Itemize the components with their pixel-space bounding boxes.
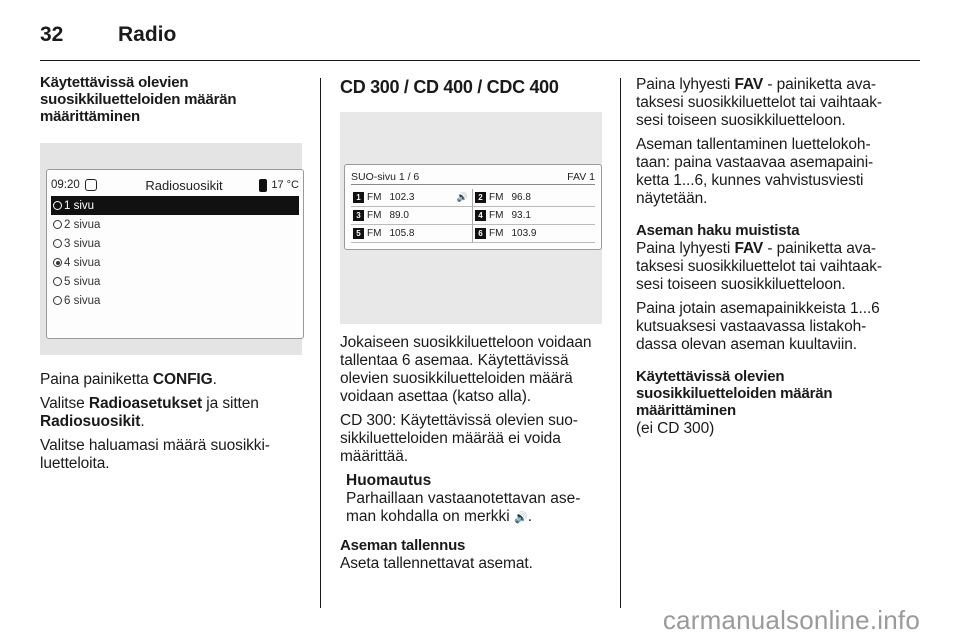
config-key: CONFIG xyxy=(152,371,213,388)
favourites-list-label: 5 sivua xyxy=(64,275,101,288)
preset-frequency: 93.1 xyxy=(511,210,531,221)
preset-band: FM xyxy=(367,210,382,221)
preset-number: 4 xyxy=(475,210,486,221)
column-3 xyxy=(636,74,904,438)
station-display-bar xyxy=(351,169,595,185)
radio-favourites-label: Radiosuosikit xyxy=(40,413,141,430)
favourites-list-label: 2 sivua xyxy=(64,218,101,231)
favourites-list-item xyxy=(51,234,299,253)
preset-number: 1 xyxy=(353,192,364,203)
preset-frequency: 102.3 xyxy=(389,192,415,203)
clock-icon xyxy=(85,179,97,191)
watermark-text: carmanualsonline.info xyxy=(662,605,920,635)
preset-number: 6 xyxy=(475,228,486,239)
radio-icon xyxy=(53,239,62,248)
radio-icon xyxy=(53,296,62,305)
preset-frequency: 96.8 xyxy=(511,192,531,203)
paragraph-set-stations: Aseta tallennettavat asemat. xyxy=(340,555,533,572)
note-block xyxy=(346,472,605,527)
preset-band: FM xyxy=(367,228,382,239)
paragraph-not-cd300: (ei CD 300) xyxy=(636,420,715,437)
column-divider-2 xyxy=(620,78,621,608)
station-preset xyxy=(473,189,595,207)
preset-band: FM xyxy=(489,192,504,203)
favourites-list-item xyxy=(51,215,299,234)
favourites-list-item xyxy=(51,272,299,291)
radio-icon xyxy=(53,201,62,210)
display-temperature xyxy=(259,179,299,192)
preset-frequency: 89.0 xyxy=(389,210,409,221)
fav-key-2: FAV xyxy=(734,240,764,257)
paragraph-select-count: Valitse haluamasi määrä suosikki- luetteloita. xyxy=(40,437,270,472)
favourites-list-item xyxy=(51,196,299,215)
preset-frequency: 103.9 xyxy=(511,228,537,239)
page-number: 32 xyxy=(40,23,64,46)
paragraph-store-preset: Aseman tallentaminen luettelokoh- taan: paina vastaavaa asemapaini- ketta 1...6, kunnes vahvistusviesti näytetään. xyxy=(636,136,874,207)
station-preset xyxy=(473,225,595,243)
section-heading-cd-models: CD 300 / CD 400 / CDC 400 xyxy=(340,77,559,97)
radio-icon xyxy=(53,220,62,229)
station-preset xyxy=(351,189,473,207)
favourites-list-item xyxy=(51,253,299,272)
paragraph-config: Paina painiketta CONFIG. xyxy=(40,371,217,388)
section-heading-store-station: Aseman tallennus xyxy=(340,537,466,554)
fav-key: FAV xyxy=(734,76,764,93)
favourite-page-label: SUO-sivu 1 / 6 xyxy=(351,170,420,183)
display-title: Radiosuosikit xyxy=(145,177,223,193)
station-grid xyxy=(351,189,595,243)
preset-number: 2 xyxy=(475,192,486,203)
paragraph-cd300: CD 300: Käytettävissä olevien suo- sikkiluetteloiden määrää ei voida määrittää. xyxy=(340,412,578,465)
radio-settings-label: Radioasetukset xyxy=(88,395,203,412)
display-time: 09:20 xyxy=(51,179,80,191)
favourites-list xyxy=(51,196,299,310)
temperature-value: 17 °C xyxy=(271,179,299,191)
preset-number: 5 xyxy=(353,228,364,239)
favourites-list-item xyxy=(51,291,299,310)
note-text: Parhaillaan vastaanotettavan ase- man kohdalla on merkki 🔊. xyxy=(346,490,581,525)
column-2 xyxy=(340,74,605,573)
note-heading: Huomautus xyxy=(346,472,432,489)
section-heading-favourites-count-2: Käytettävissä olevien suosikkiluetteloiden määrän määrittäminen xyxy=(636,368,833,419)
favourites-list-label: 3 sivua xyxy=(64,237,101,250)
preset-band: FM xyxy=(489,210,504,221)
page-header xyxy=(40,20,176,50)
speaker-icon: 🔊 xyxy=(514,512,528,524)
preset-frequency: 105.8 xyxy=(389,228,415,239)
station-display xyxy=(344,164,602,250)
radio-icon xyxy=(53,258,62,267)
preset-band: FM xyxy=(489,228,504,239)
station-preset xyxy=(473,207,595,225)
section-heading-favourites-count: Käytettävissä olevien suosikkiluetteloiden määrän määrittäminen xyxy=(40,74,237,125)
station-preset xyxy=(351,207,473,225)
favourites-list-label: 6 sivua xyxy=(64,294,101,307)
display-status-bar xyxy=(51,176,299,194)
paragraph-select-settings: Valitse Radioasetukset ja sitten Radiosuosikit. xyxy=(40,395,259,430)
header-rule xyxy=(40,60,920,61)
paragraph-recall-preset: Paina jotain asemapainikkeista 1...6 kutsuaksesi vastaavassa listakoh- dassa olevan aseman kuultaviin. xyxy=(636,300,880,353)
favourites-list-label: 1 sivu xyxy=(64,199,95,212)
preset-number: 3 xyxy=(353,210,364,221)
station-preset xyxy=(351,225,473,243)
favourites-display xyxy=(46,169,304,339)
radio-icon xyxy=(53,277,62,286)
favourites-list-label: 4 sivua xyxy=(64,256,101,269)
preset-band: FM xyxy=(367,192,382,203)
column-divider-1 xyxy=(320,78,321,608)
paragraph-fav-press-2: Paina lyhyesti FAV - painiketta ava- taksesi suosikkiluettelot tai vaihtaak- sesi toiseen suosikkiluetteloon. xyxy=(636,240,882,293)
paragraph-six-stations: Jokaiseen suosikkiluetteloon voidaan tallentaa 6 asemaa. Käytettävissä olevien suosikkiluetteloiden määrä voidaan asettaa (katso alla). xyxy=(340,334,592,405)
section-heading-recall-station: Aseman haku muistista xyxy=(636,222,800,239)
thermometer-icon xyxy=(259,179,267,192)
fav-label: FAV 1 xyxy=(567,170,595,183)
paragraph-fav-press: Paina lyhyesti FAV - painiketta ava- taksesi suosikkiluettelot tai vaihtaak- sesi toiseen suosikkiluetteloon. xyxy=(636,76,882,129)
station-screen-image xyxy=(340,112,602,324)
page-title: Radio xyxy=(118,23,177,46)
speaker-icon: 🔊 xyxy=(456,192,468,202)
column-1 xyxy=(40,74,305,473)
favourites-screen-image xyxy=(40,143,302,355)
